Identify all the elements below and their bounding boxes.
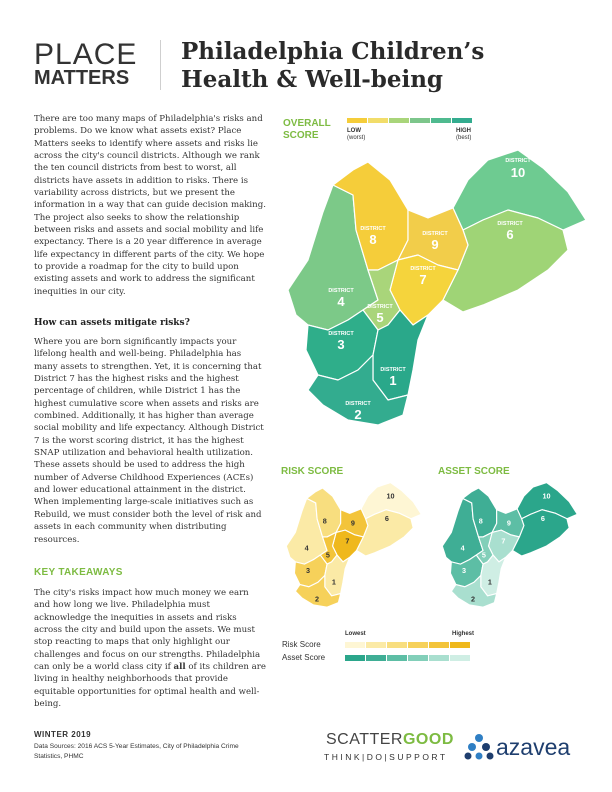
risk-score-legend-label: Risk Score xyxy=(282,640,321,649)
asset-label-10: 10 xyxy=(542,491,551,501)
overall-score-label-line2: SCORE xyxy=(283,130,319,141)
legend-high-label: HIGH xyxy=(456,128,471,134)
risk-score-title: RISK SCORE xyxy=(281,466,344,477)
risk-label-1: 1 xyxy=(331,577,336,587)
title-line2: Health & Well-being xyxy=(181,66,443,93)
takeaways-text-before: The city's risks impact how much money we earn and how long we live. Philadelphia must acknowledge the inequities in assets and risks across the city and build upon the assets. We must stop reacting to maps that only highlight our challenges and focus on our strengths. Philadelphia can only be a world class city if xyxy=(34,588,261,673)
takeaways-text-after: of its children are living in healthy neighborhoods that provide equitable opportunities for optimal health and well-being. xyxy=(34,662,266,710)
overall-label-district-5: 5 xyxy=(376,310,384,325)
overall-label-district-4: 4 xyxy=(337,294,345,309)
overall-legend-scale xyxy=(347,118,472,123)
risk-label-9: 9 xyxy=(350,518,355,528)
overall-label-district-5-word: DISTRICT xyxy=(367,304,393,310)
overall-score-label-line1: OVERALL xyxy=(283,118,331,129)
scattergood-wordmark-a: SCATTER xyxy=(326,731,403,748)
risk-label-3: 3 xyxy=(306,566,311,576)
asset-legend-scale xyxy=(345,655,470,661)
intro-paragraph: There are too many maps of Philadelphia's risks and problems. Do we know what assets exist? Place Matters seeks to identify where assets and risks lie across the city's council districts. Although we rank the ten council districts from best to worst, all districts have assets in addition to risks. There is variability across districts, but we present the information in a way that can guide decision making. The project also seeks to show the relationship between risks and assets and social mobility and life expectancy. There is a 20 year difference in average life expectancy in different parts of the city. We hope to provide a roadmap for the city to build upon existing assets and work to address the significant inequities in our city. xyxy=(34,114,266,297)
asset-score-map xyxy=(428,478,588,614)
legend-highest: Highest xyxy=(452,631,475,637)
assets-paragraph: Where you are born significantly impacts your lifelong health and well-being. Philadelphia has many assets to strengthen. Yet, it is concerning that District 7 has the highest risks and the highest percentage of children, while District 1 has the highest cumulative score when assets and risks are combined. Additionally, it has higher than average social mobility and life expectancy. Although District 7 is the worst scoring district, it has the highest SNAP utilization and behavioral health utilization. These assets should be used to address the high number of Adverse Childhood Experiences (ACEs) and lower educational attainment in the district. When implementing large-scale initiatives such as Rebuild, we must consider both the level of risk and assets in each community when distributing resources. xyxy=(34,337,264,545)
risk-legend-scale xyxy=(345,642,470,648)
overall-label-district-7-word: DISTRICT xyxy=(410,266,436,272)
overall-label-district-6-word: DISTRICT xyxy=(497,221,523,227)
legend-low-label: LOW xyxy=(347,128,361,134)
asset-label-2: 2 xyxy=(471,594,476,604)
overall-label-district-7: 7 xyxy=(419,272,427,287)
asset-label-8: 8 xyxy=(478,516,483,526)
asset-label-7: 7 xyxy=(501,536,506,546)
takeaways-emphasis: all xyxy=(173,662,186,673)
risk-label-8: 8 xyxy=(322,516,327,526)
overall-label-district-10-word: DISTRICT xyxy=(505,158,531,164)
overall-label-district-9-word: DISTRICT xyxy=(422,231,448,237)
overall-label-district-2-word: DISTRICT xyxy=(345,401,371,407)
overall-label-district-9: 9 xyxy=(431,237,439,252)
legend-high-sub: (best) xyxy=(456,135,472,141)
overall-label-district-8: 8 xyxy=(369,232,377,247)
risk-label-6: 6 xyxy=(384,514,389,524)
azavea-logo-icon xyxy=(464,732,494,760)
scattergood-tagline: THINK|DO|SUPPORT xyxy=(324,752,448,762)
brand-place: PLACE xyxy=(34,38,138,71)
risk-label-4: 4 xyxy=(304,543,309,553)
scattergood-wordmark-b: GOOD xyxy=(402,731,454,748)
risk-label-10: 10 xyxy=(386,491,395,501)
overall-label-district-2: 2 xyxy=(354,407,362,422)
overall-score-map xyxy=(268,140,598,440)
overall-label-district-4-word: DISTRICT xyxy=(328,288,354,294)
title-line1: Philadelphia Children’s xyxy=(181,38,485,65)
asset-label-1: 1 xyxy=(487,577,492,587)
azavea-wordmark: azavea xyxy=(496,734,571,760)
overall-label-district-3-word: DISTRICT xyxy=(328,331,354,337)
asset-label-9: 9 xyxy=(506,518,511,528)
overall-label-district-10: 10 xyxy=(510,165,526,180)
header-divider xyxy=(160,40,161,90)
brand-matters: MATTERS xyxy=(34,67,130,89)
key-takeaways-heading: KEY TAKEAWAYS xyxy=(34,567,123,578)
overall-label-district-6: 6 xyxy=(506,227,514,242)
risk-label-2: 2 xyxy=(315,594,320,604)
asset-label-3: 3 xyxy=(462,566,467,576)
risk-label-5: 5 xyxy=(325,550,330,560)
asset-label-6: 6 xyxy=(540,514,545,524)
overall-score-title xyxy=(283,118,331,142)
legend-low-sub: (worst) xyxy=(347,135,366,141)
page-title xyxy=(181,38,484,94)
takeaways-paragraph xyxy=(34,587,266,710)
risk-label-7: 7 xyxy=(345,536,350,546)
scattergood-logo xyxy=(326,731,454,749)
asset-label-5: 5 xyxy=(481,550,486,560)
legend-lowest: Lowest xyxy=(345,631,366,637)
risk-score-map xyxy=(272,478,432,614)
overall-label-district-1-word: DISTRICT xyxy=(380,367,406,373)
overall-label-district-8-word: DISTRICT xyxy=(360,226,386,232)
section-heading-assets: How can assets mitigate risks? xyxy=(34,318,190,328)
season-label: WINTER 2019 xyxy=(34,730,92,739)
data-sources: Data Sources: 2016 ACS 5-Year Estimates, City of Philadelphia Crime Statistics, PHMC xyxy=(34,743,239,760)
overall-label-district-1: 1 xyxy=(389,373,397,388)
asset-score-title: ASSET SCORE xyxy=(438,466,510,477)
asset-score-legend-label: Asset Score xyxy=(282,653,326,662)
asset-label-4: 4 xyxy=(460,543,465,553)
overall-label-district-3: 3 xyxy=(337,337,345,352)
